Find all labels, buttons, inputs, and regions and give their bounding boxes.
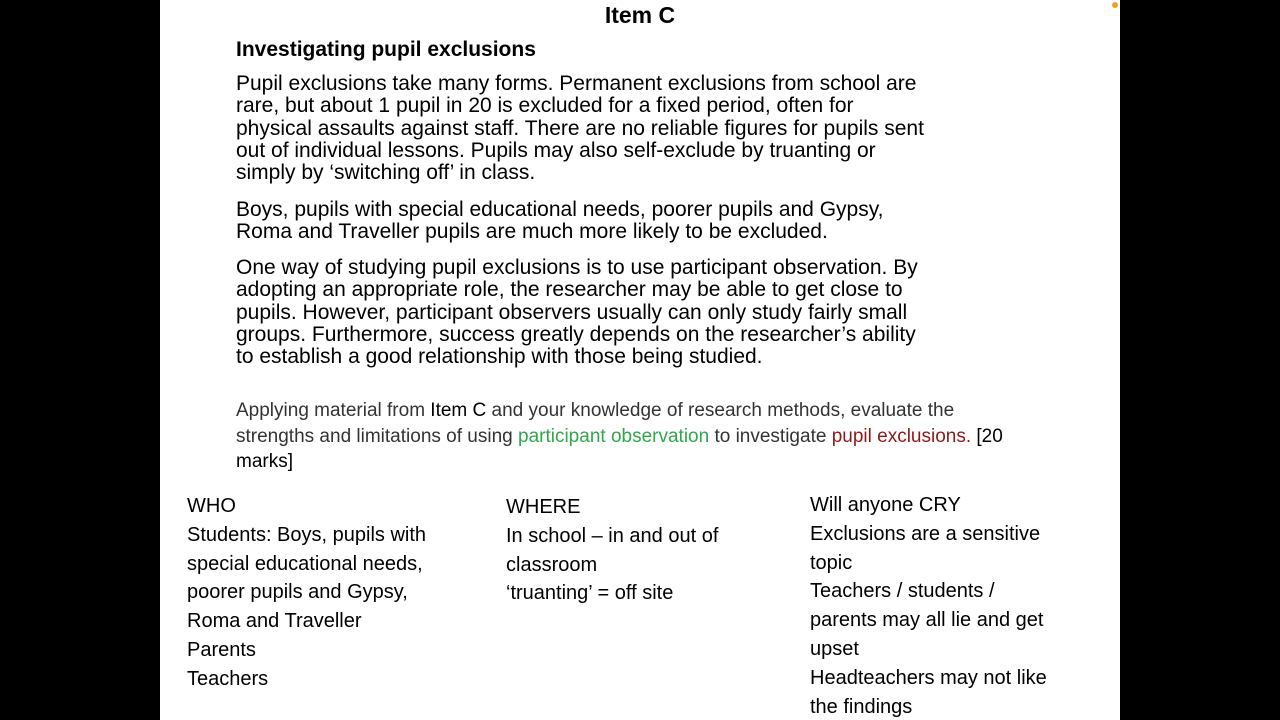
who-column — [187, 492, 426, 694]
item-title: Item C — [604, 2, 676, 28]
where-column — [506, 493, 718, 608]
paragraph-likely-excluded — [236, 199, 1036, 244]
column-line: ‘truanting’ = off site — [506, 582, 674, 605]
paragraph-line: One way of studying pupil exclusions is to use participant observation. By — [236, 256, 918, 279]
column-line: classroom — [506, 553, 598, 576]
column-line: Roma and Traveller — [187, 610, 362, 633]
paragraph-line: adopting an appropriate role, the researcher may be able to get close to — [236, 278, 903, 302]
paragraph-line: Pupil exclusions take many forms. Permanent exclusions from school are — [236, 72, 917, 95]
question-text-1: Applying material from — [236, 400, 431, 421]
paragraph-line: simply by ‘switching off’ in class. — [236, 161, 536, 185]
column-line: special educational needs, — [187, 552, 423, 575]
paragraph-forms — [236, 73, 1036, 184]
paragraph-line: groups. Furthermore, success greatly depends on the researcher’s ability — [236, 322, 916, 346]
paragraph-line: Roma and Traveller pupils are much more likely to be excluded. — [236, 220, 828, 244]
slide — [160, 0, 1120, 720]
essay-question — [236, 398, 1036, 475]
column-line: Headteachers may not like — [810, 666, 1047, 689]
paragraph-line: out of individual lessons. Pupils may also self-exclude by truanting or — [236, 138, 876, 162]
question-text-2: and your knowledge of research methods, evaluate the strengths and limitations of using — [236, 400, 955, 447]
question-method: participant observation — [518, 425, 710, 447]
paragraph-line: pupils. However, participant observers usually can only study fairly small — [236, 300, 908, 324]
column-heading: Will anyone CRY — [810, 494, 961, 516]
paragraph-line: to establish a good relationship with those being studied. — [236, 345, 763, 369]
subtitle: Investigating pupil exclusions — [236, 38, 536, 61]
cry-column — [810, 491, 1047, 720]
paragraph-line: physical assaults against staff. There are no reliable figures for pupils sent — [236, 116, 924, 140]
paragraph-participant-observation — [236, 257, 1036, 368]
question-item-ref: Item C — [430, 400, 487, 421]
column-line: topic — [810, 551, 853, 574]
column-line: Teachers / students / — [810, 580, 995, 603]
column-line: upset — [810, 637, 859, 660]
column-line: Students: Boys, pupils with — [187, 523, 427, 546]
column-heading: WHERE — [506, 496, 581, 518]
column-line: Parents — [187, 638, 256, 661]
column-heading: WHO — [187, 495, 236, 517]
pointer-dot — [1112, 2, 1118, 8]
column-line: Exclusions are a sensitive — [810, 522, 1041, 545]
column-line: parents may all lie and get — [810, 609, 1044, 632]
paragraph-line: rare, but about 1 pupil in 20 is excluded for a fixed period, often for — [236, 94, 854, 118]
question-marks: [20 marks] — [236, 425, 1003, 472]
column-line: the findings — [810, 695, 913, 718]
column-line: poorer pupils and Gypsy, — [187, 581, 408, 604]
column-line: Teachers — [187, 667, 269, 690]
column-line: In school – in and out of — [506, 524, 719, 547]
paragraph-line: Boys, pupils with special educational needs, poorer pupils and Gypsy, — [236, 198, 884, 221]
question-topic: pupil exclusions. — [831, 425, 972, 447]
question-text-3: to investigate — [709, 425, 832, 447]
